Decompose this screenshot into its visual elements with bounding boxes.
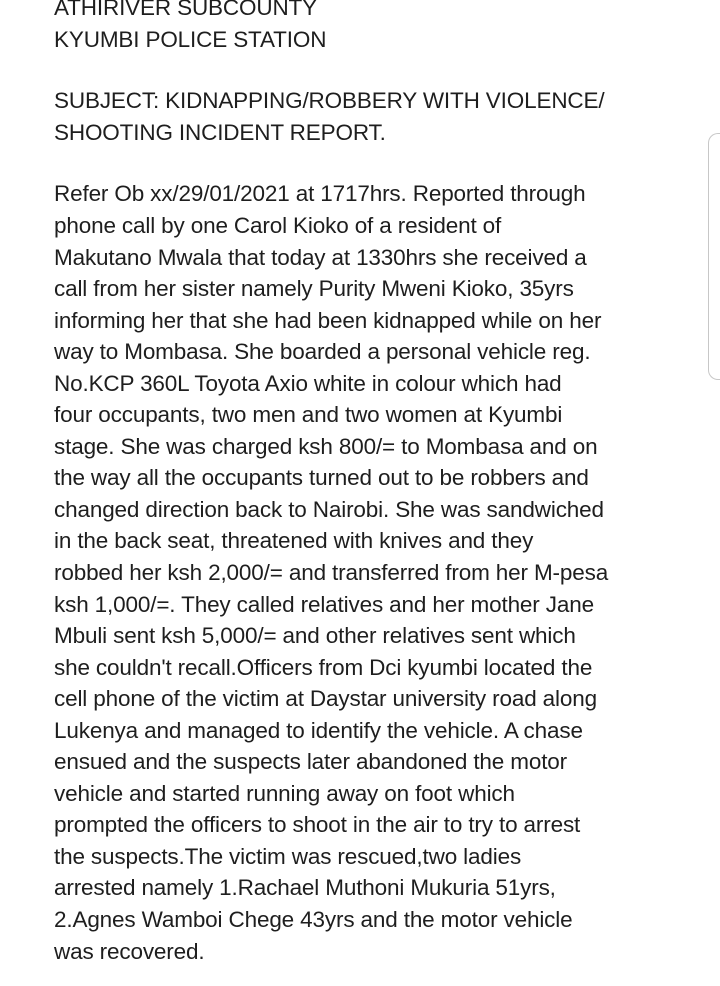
report-header xyxy=(54,0,684,55)
body-line: in the back seat, threatened with knives and they xyxy=(54,528,534,554)
body-line: informing her that she had been kidnapped while on her xyxy=(54,307,602,333)
body-line: was recovered. xyxy=(54,938,205,964)
body-line: Lukenya and managed to identify the vehicle. A chase xyxy=(54,717,583,743)
body-line: stage. She was charged ksh 800/= to Mombasa and on xyxy=(54,433,598,459)
body-line: Refer Ob xx/29/01/2021 at 1717hrs. Reported through xyxy=(54,181,586,207)
body-line: the way all the occupants turned out to be robbers and xyxy=(54,465,589,491)
body-line: phone call by one Carol Kioko of a resident of xyxy=(54,212,502,238)
body-line: 2.Agnes Wamboi Chege 43yrs and the motor vehicle xyxy=(54,906,573,932)
scroll-handle[interactable] xyxy=(708,133,720,380)
body-line: ksh 1,000/=. They called relatives and her mother Jane xyxy=(54,591,594,617)
body-line: she couldn't recall.Officers from Dci kyumbi located the xyxy=(54,654,593,680)
body-line: Mbuli sent ksh 5,000/= and other relatives sent which xyxy=(54,623,576,649)
report-subject xyxy=(54,85,684,148)
body-line: Makutano Mwala that today at 1330hrs she received a xyxy=(54,244,587,270)
header-line-subcounty: ATHIRIVER SUBCOUNTY xyxy=(54,0,318,20)
body-line: vehicle and started running away on foot which xyxy=(54,780,515,806)
body-line: way to Mombasa. She boarded a personal vehicle reg. xyxy=(54,339,591,365)
subject-line: SHOOTING INCIDENT REPORT. xyxy=(54,119,386,145)
body-line: arrested namely 1.Rachael Muthoni Mukuria 51yrs, xyxy=(54,875,556,901)
body-line: prompted the officers to shoot in the air to try to arrest xyxy=(54,812,581,838)
header-line-police-station: KYUMBI POLICE STATION xyxy=(54,26,327,52)
body-line: changed direction back to Nairobi. She was sandwiched xyxy=(54,496,604,522)
body-line: four occupants, two men and two women at Kyumbi xyxy=(54,402,563,428)
incident-report-document xyxy=(54,0,684,967)
body-line: No.KCP 360L Toyota Axio white in colour which had xyxy=(54,370,562,396)
body-line: cell phone of the victim at Daystar university road along xyxy=(54,686,597,712)
spacer xyxy=(54,148,684,178)
body-line: call from her sister namely Purity Mweni Kioko, 35yrs xyxy=(54,276,574,302)
body-line: the suspects.The victim was rescued,two ladies xyxy=(54,843,522,869)
spacer xyxy=(54,55,684,85)
report-body xyxy=(54,178,684,967)
subject-line: SUBJECT: KIDNAPPING/ROBBERY WITH VIOLENCE/ xyxy=(54,88,605,113)
body-line: ensued and the suspects later abandoned the motor xyxy=(54,749,568,775)
body-line: robbed her ksh 2,000/= and transferred from her M-pesa xyxy=(54,559,609,585)
